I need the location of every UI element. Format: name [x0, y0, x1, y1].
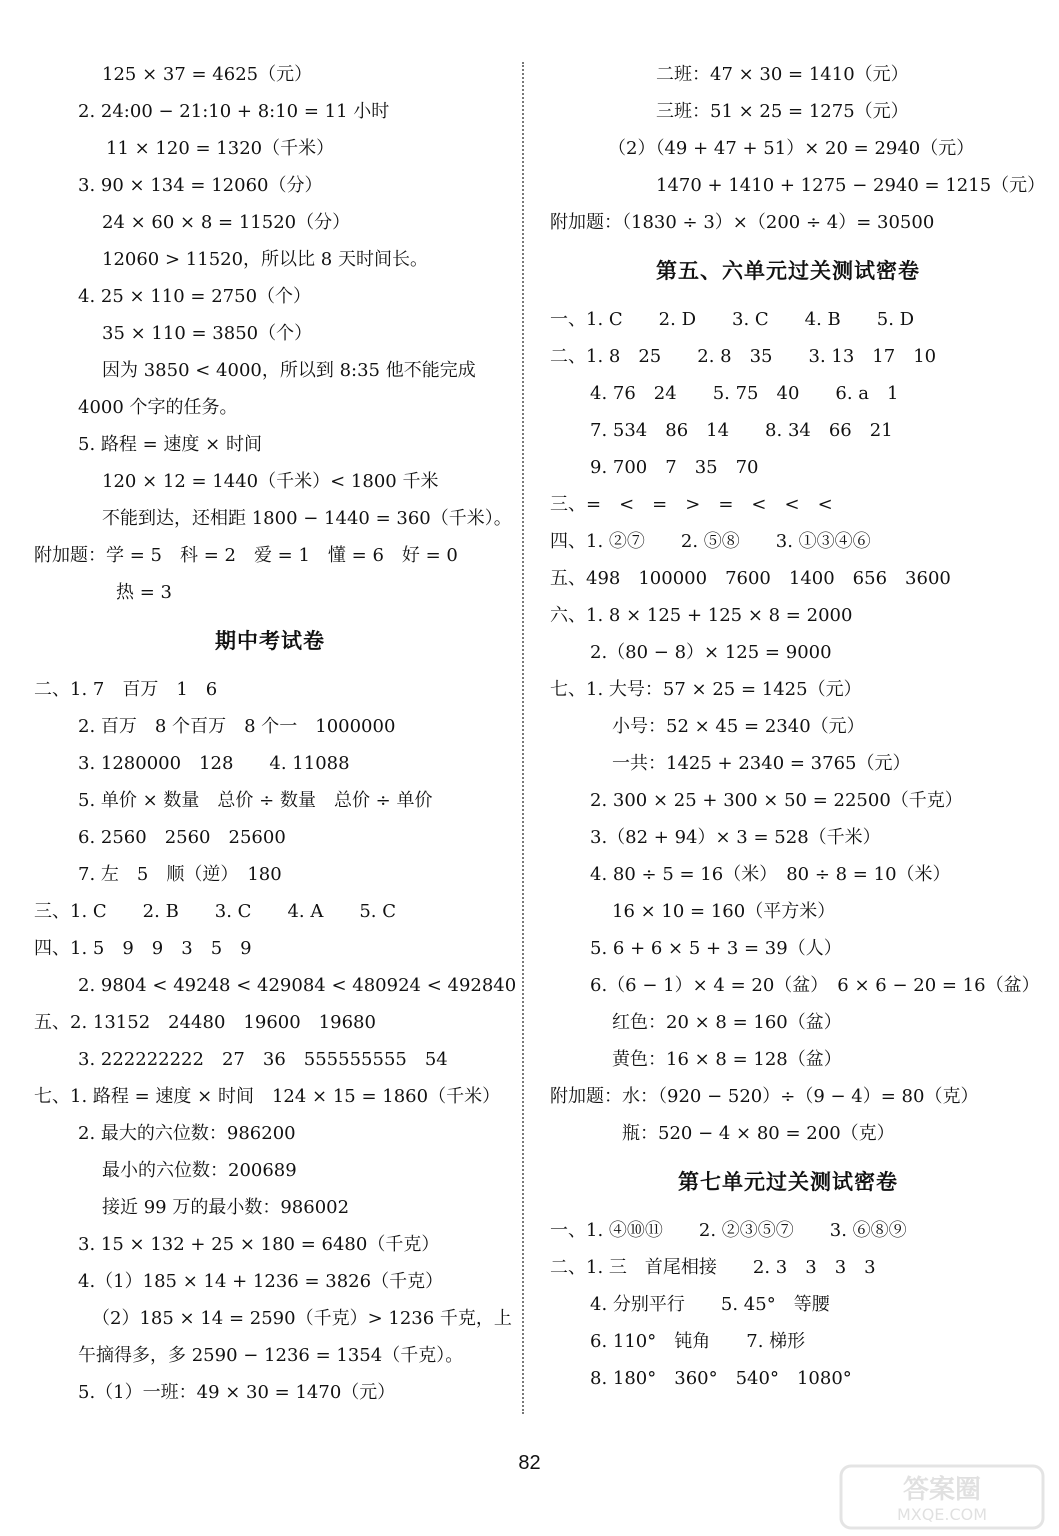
left-answer-line: 不能到达，还相距 1800 − 1440 = 360（千米）。	[102, 508, 512, 529]
left-answer-line: 四、1. 5 9 9 3 5 9	[34, 938, 252, 959]
left-answer-line: 午摘得多，多 2590 − 1236 = 1354（千克）。	[78, 1345, 464, 1366]
right-answer-line: 6.（6 − 1）× 4 = 20（盆） 6 × 6 − 20 = 16（盆）	[590, 975, 1040, 996]
right-answer-line: 4. 分别平行 5. 45° 等腰	[590, 1294, 830, 1315]
right-answer-line: 二、1. 三 首尾相接 2. 3 3 3 3	[550, 1257, 876, 1278]
right-answer-line: 7. 534 86 14 8. 34 66 21	[590, 420, 893, 441]
page-number: 82	[518, 1452, 541, 1474]
right-answer-line: 黄色：16 × 8 = 128（盆）	[612, 1049, 842, 1070]
right-section-heading: 第七单元过关测试密卷	[678, 1170, 898, 1194]
svg-text:答案圈: 答案圈	[902, 1475, 982, 1505]
left-answer-line: 5. 路程 = 速度 × 时间	[78, 434, 262, 455]
watermark-logo	[837, 1462, 1047, 1532]
left-answer-line: 3. 90 × 134 = 12060（分）	[78, 175, 323, 196]
right-answer-line: 2.（80 − 8）× 125 = 9000	[590, 642, 832, 663]
left-answer-line: 4.（1）185 × 14 + 1236 = 3826（千克）	[78, 1271, 444, 1292]
left-answer-line: 7. 左 5 顺（逆） 180	[78, 864, 282, 885]
left-answer-line: 5. 单价 × 数量 总价 ÷ 数量 总价 ÷ 单价	[78, 790, 433, 811]
right-answer-line: 8. 180° 360° 540° 1080°	[590, 1368, 852, 1389]
right-answer-line: 5. 6 + 6 × 5 + 3 = 39（人）	[590, 938, 842, 959]
left-section-heading: 期中考试卷	[215, 629, 325, 653]
left-answer-line: 三、1. C 2. B 3. C 4. A 5. C	[34, 901, 397, 922]
right-answer-line: 二、1. 8 25 2. 8 35 3. 13 17 10	[550, 346, 937, 367]
left-answer-line: 二、1. 7 百万 1 6	[34, 679, 218, 700]
right-answer-line: 附加题：水：（920 − 520）÷（9 − 4）= 80（克）	[550, 1086, 979, 1107]
right-answer-line: 红色：20 × 8 = 160（盆）	[612, 1012, 842, 1033]
left-answer-line: （2）185 × 14 = 2590（千克）> 1236 千克，上	[92, 1308, 512, 1329]
column-divider	[522, 62, 524, 1414]
left-answer-line: 最小的六位数：200689	[102, 1160, 297, 1181]
left-answer-line: 2. 百万 8 个百万 8 个一 1000000	[78, 716, 396, 737]
left-answer-line: 热 = 3	[116, 582, 172, 603]
left-answer-line: 35 × 110 = 3850（个）	[102, 323, 313, 344]
left-answer-line: 11 × 120 = 1320（千米）	[106, 138, 335, 159]
right-answer-line: 五、498 100000 7600 1400 656 3600	[550, 568, 951, 589]
right-answer-line: 一、1. ④⑩⑪ 2. ②③⑤⑦ 3. ⑥⑧⑨	[550, 1220, 907, 1241]
left-answer-line: 6. 2560 2560 25600	[78, 827, 286, 848]
right-answer-line: 一共：1425 + 2340 = 3765（元）	[612, 753, 911, 774]
right-answer-line: 2. 300 × 25 + 300 × 50 = 22500（千克）	[590, 790, 963, 811]
svg-text:MXQE.COM: MXQE.COM	[896, 1505, 988, 1524]
left-answer-line: 125 × 37 = 4625（元）	[102, 64, 313, 85]
right-answer-line: 一、1. C 2. D 3. C 4. B 5. D	[550, 309, 915, 330]
right-answer-line: 6. 110° 钝角 7. 梯形	[590, 1331, 806, 1352]
right-answer-line: 七、1. 大号：57 × 25 = 1425（元）	[550, 679, 862, 700]
left-answer-line: 120 × 12 = 1440（千米）< 1800 千米	[102, 471, 439, 492]
left-answer-line: 2. 最大的六位数：986200	[78, 1123, 296, 1144]
left-answer-line: 3. 15 × 132 + 25 × 180 = 6480（千克）	[78, 1234, 440, 1255]
left-answer-line: 4000 个字的任务。	[78, 397, 238, 418]
right-answer-line: （2）（49 + 47 + 51）× 20 = 2940（元）	[608, 138, 975, 159]
left-answer-line: 2. 9804 < 49248 < 429084 < 480924 < 492840	[78, 975, 517, 996]
left-answer-line: 因为 3850 < 4000，所以到 8:35 他不能完成	[102, 360, 476, 381]
right-section-heading: 第五、六单元过关测试密卷	[656, 259, 920, 283]
left-answer-line: 5.（1）一班：49 × 30 = 1470（元）	[78, 1382, 396, 1403]
right-answer-line: 4. 76 24 5. 75 40 6. a 1	[590, 383, 899, 404]
left-answer-line: 3. 222222222 27 36 555555555 54	[78, 1049, 448, 1070]
right-answer-line: 二班：47 × 30 = 1410（元）	[656, 64, 909, 85]
left-answer-line: 12060 > 11520，所以比 8 天时间长。	[102, 249, 428, 270]
right-answer-line: 瓶：520 − 4 × 80 = 200（克）	[622, 1123, 895, 1144]
right-answer-line: 3.（82 + 94）× 3 = 528（千米）	[590, 827, 881, 848]
right-column	[548, 56, 1046, 1397]
left-answer-line: 七、1. 路程 = 速度 × 时间 124 × 15 = 1860（千米）	[34, 1086, 501, 1107]
right-answer-line: 四、1. ②⑦ 2. ⑤⑧ 3. ①③④⑥	[550, 531, 871, 552]
left-answer-line: 24 × 60 × 8 = 11520（分）	[102, 212, 351, 233]
right-answer-line: 附加题：（1830 ÷ 3）×（200 ÷ 4）= 30500	[550, 212, 935, 233]
right-answer-line: 六、1. 8 × 125 + 125 × 8 = 2000	[550, 605, 853, 626]
right-answer-line: 4. 80 ÷ 5 = 16（米） 80 ÷ 8 = 10（米）	[590, 864, 951, 885]
right-answer-line: 16 × 10 = 160（平方米）	[612, 901, 836, 922]
right-answer-line: 1470 + 1410 + 1275 − 2940 = 1215（元）	[656, 175, 1046, 196]
right-answer-line: 三、= < = > = < < <	[550, 494, 833, 515]
left-answer-line: 3. 1280000 128 4. 11088	[78, 753, 350, 774]
right-answer-line: 三班：51 × 25 = 1275（元）	[656, 101, 909, 122]
right-answer-line: 小号：52 × 45 = 2340（元）	[612, 716, 865, 737]
left-answer-line: 五、2. 13152 24480 19600 19680	[34, 1012, 376, 1033]
left-column	[30, 56, 517, 1411]
left-answer-line: 接近 99 万的最小数：986002	[102, 1197, 350, 1218]
left-answer-line: 2. 24:00 − 21:10 + 8:10 = 11 小时	[78, 101, 390, 122]
left-answer-line: 附加题：学 = 5 科 = 2 爱 = 1 懂 = 6 好 = 0	[34, 545, 458, 566]
left-answer-line: 4. 25 × 110 = 2750（个）	[78, 286, 312, 307]
right-answer-line: 9. 700 7 35 70	[590, 457, 759, 478]
